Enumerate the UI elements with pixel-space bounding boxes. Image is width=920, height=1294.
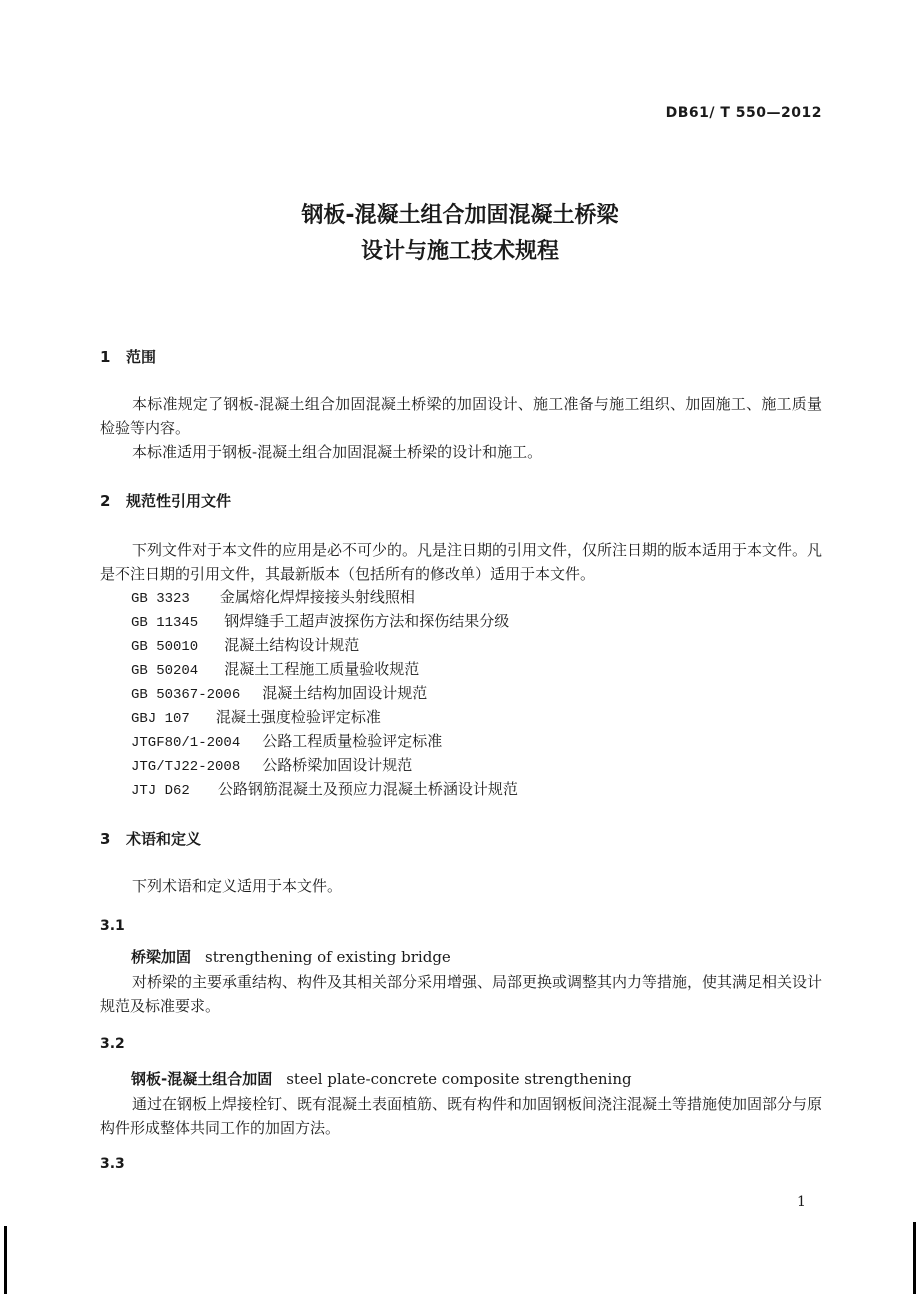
section-2-paragraph-1: 下列文件对于本文件的应用是必不可少的。凡是注日期的引用文件，仅所注日期的版本适用于本文件。凡是不注日期的引用文件，其最新版本（包括所有的修改单）适用于本文件。	[100, 541, 823, 583]
section-number: 3	[100, 830, 111, 848]
normative-reference	[131, 754, 412, 775]
page-number: 1	[797, 1194, 806, 1210]
definition-3-1: 对桥梁的主要承重结构、构件及其相关部分采用增强、局部更换或调整其内力等措施，使其满足相关设计规范及标准要求。	[100, 973, 823, 1015]
reference-code: JTGF80/1-2004	[131, 735, 241, 751]
section-3-heading	[100, 828, 201, 849]
clause-number-3-2: 3.2	[100, 1036, 125, 1052]
reference-title: 公路工程质量检验评定标准	[262, 732, 443, 750]
term-english: steel plate-concrete composite strengthening	[286, 1070, 632, 1088]
clause-number-3-1: 3.1	[100, 918, 125, 934]
normative-reference	[131, 634, 359, 655]
term-chinese: 钢板-混凝土组合加固	[131, 1070, 273, 1088]
reference-code: GB 11345	[131, 615, 199, 631]
reference-title: 混凝土结构设计规范	[224, 636, 360, 654]
reference-code: GB 3323	[131, 591, 190, 607]
reference-title: 混凝土结构加固设计规范	[262, 684, 428, 702]
section-1-paragraph-1: 本标准规定了钢板-混凝土组合加固混凝土桥梁的加固设计、施工准备与施工组织、加固施工、施工质量检验等内容。	[100, 395, 822, 437]
scan-edge-right	[913, 1222, 916, 1294]
reference-code: GBJ 107	[131, 711, 190, 727]
term-3-1	[131, 946, 451, 967]
section-2-heading	[100, 490, 231, 511]
section-number: 2	[100, 492, 111, 510]
document-title-line2: 设计与施工技术规程	[360, 239, 559, 264]
normative-reference	[131, 586, 415, 607]
reference-title: 混凝土工程施工质量验收规范	[224, 660, 420, 678]
reference-title: 混凝土强度检验评定标准	[215, 708, 381, 726]
normative-reference	[131, 778, 518, 799]
section-1-heading	[100, 346, 156, 367]
normative-reference	[131, 658, 419, 679]
section-title: 范围	[126, 348, 157, 366]
reference-code: JTJ D62	[131, 783, 190, 799]
term-chinese: 桥梁加固	[131, 948, 192, 966]
normative-reference	[131, 610, 509, 631]
normative-reference	[131, 706, 381, 727]
term-english: strengthening of existing bridge	[205, 948, 451, 966]
reference-title: 公路钢筋混凝土及预应力混凝土桥涵设计规范	[217, 780, 518, 798]
reference-code: JTG/TJ22-2008	[131, 759, 241, 775]
document-title-line1: 钢板-混凝土组合加固混凝土桥梁	[301, 203, 619, 228]
reference-code: GB 50367-2006	[131, 687, 241, 703]
reference-title: 公路桥梁加固设计规范	[262, 756, 413, 774]
clause-number-3-3: 3.3	[100, 1156, 125, 1172]
section-title: 术语和定义	[126, 830, 202, 848]
reference-title: 钢焊缝手工超声波探伤方法和探伤结果分级	[224, 612, 510, 630]
normative-reference	[131, 682, 427, 703]
normative-reference	[131, 730, 442, 751]
section-1-paragraph-2: 本标准适用于钢板-混凝土组合加固混凝土桥梁的设计和施工。	[132, 443, 543, 461]
reference-code: GB 50204	[131, 663, 199, 679]
reference-title: 金属熔化焊焊接接头射线照相	[219, 588, 415, 606]
section-number: 1	[100, 348, 111, 366]
definition-3-2: 通过在钢板上焊接栓钉、既有混凝土表面植筋、既有构件和加固钢板间浇注混凝土等措施使加固部分与原构件形成整体共同工作的加固方法。	[100, 1095, 823, 1137]
term-3-2	[131, 1068, 632, 1089]
section-title: 规范性引用文件	[126, 492, 232, 510]
reference-code: GB 50010	[131, 639, 199, 655]
scan-edge-left	[4, 1226, 7, 1294]
standard-code: DB61/ T 550—2012	[665, 105, 822, 121]
section-3-intro: 下列术语和定义适用于本文件。	[132, 877, 343, 895]
